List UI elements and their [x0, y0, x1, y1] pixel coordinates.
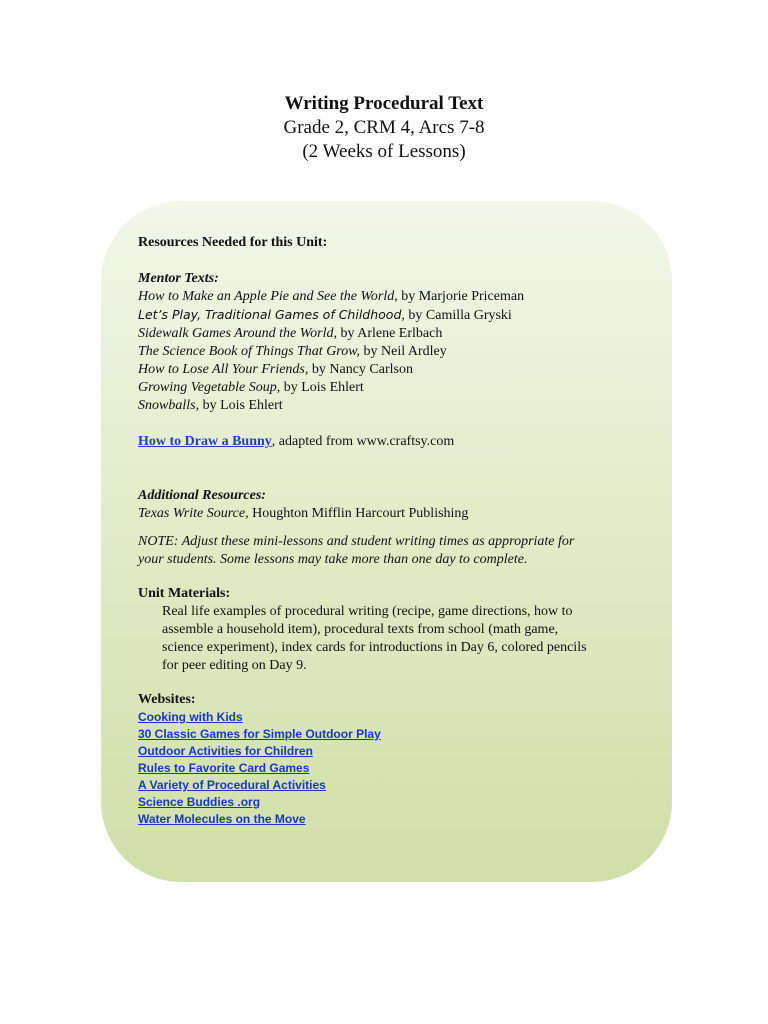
website-link-card-game-rules[interactable]: Rules to Favorite Card Games — [138, 761, 310, 775]
unit-materials-line: science experiment), index cards for introductions in Day 6, colored pencils — [162, 640, 587, 655]
mentor-text-title: Snowballs, — [138, 398, 200, 413]
mentor-text-item — [138, 306, 638, 325]
mentor-text-item — [138, 343, 638, 361]
unit-materials-body — [138, 603, 632, 675]
unit-materials-line: Real life examples of procedural writing (recipe, game directions, how to — [162, 604, 573, 619]
website-link-science-buddies[interactable]: Science Buddies .org — [138, 795, 261, 809]
mentor-text-item — [138, 379, 638, 397]
mentor-text-title: How to Lose All Your Friends, — [138, 362, 309, 377]
website-link-water-molecules[interactable]: Water Molecules on the Move — [138, 812, 306, 826]
mentor-text-author: by Nancy Carlson — [308, 362, 413, 377]
websites-heading: Websites: — [138, 692, 196, 707]
unit-materials-heading: Unit Materials: — [138, 586, 231, 601]
resources-heading: Resources Needed for this Unit: — [138, 235, 328, 250]
mentor-text-author: , by Marjorie Priceman — [394, 289, 525, 304]
website-link-procedural-activities[interactable]: A Variety of Procedural Activities — [138, 778, 326, 792]
bunny-resource — [138, 433, 638, 451]
mentor-text-title: Growing Vegetable Soup, — [138, 380, 281, 395]
additional-resource-title: Texas Write Source — [138, 506, 246, 521]
mentor-text-author: by Lois Ehlert — [280, 380, 364, 395]
mentor-text-author: by Neil Ardley — [360, 344, 447, 359]
additional-resources-heading: Additional Resources: — [138, 488, 266, 503]
websites-list — [138, 709, 638, 828]
document-subtitle: Grade 2, CRM 4, Arcs 7-8 — [283, 117, 485, 138]
mentor-text-item — [138, 325, 638, 343]
unit-materials-line: for peer editing on Day 9. — [162, 658, 307, 673]
mentor-text-author: by Lois Ehlert — [199, 398, 283, 413]
note-line-2: your students. Some lessons may take more than one day to complete. — [138, 552, 528, 567]
mentor-text-author: , by Camilla Gryski — [401, 308, 512, 323]
mentor-text-title: Let’s Play, Traditional Games of Childhood — [138, 307, 402, 322]
mentor-text-item — [138, 397, 638, 415]
resources-content — [138, 234, 638, 828]
mentor-text-title: The Science Book of Things That Grow, — [138, 344, 361, 359]
mentor-texts-heading: Mentor Texts: — [138, 271, 219, 286]
mentor-text-title: How to Make an Apple Pie and See the World — [138, 289, 395, 304]
website-link-classic-outdoor-games[interactable]: 30 Classic Games for Simple Outdoor Play — [138, 727, 381, 741]
website-link-cooking-with-kids[interactable]: Cooking with Kids — [138, 710, 243, 724]
website-link-outdoor-activities[interactable]: Outdoor Activities for Children — [138, 744, 313, 758]
how-to-draw-bunny-link[interactable]: How to Draw a Bunny — [138, 434, 272, 449]
unit-materials-line: assemble a household item), procedural texts from school (math game, — [162, 622, 559, 637]
bunny-source: , adapted from www.craftsy.com — [271, 434, 455, 449]
document-title: Writing Procedural Text — [284, 93, 484, 114]
mentor-text-title: Sidewalk Games Around the World, — [138, 326, 337, 341]
document-header — [0, 92, 768, 164]
additional-resource-publisher: , Houghton Mifflin Harcourt Publishing — [245, 506, 469, 521]
document-duration: (2 Weeks of Lessons) — [302, 141, 466, 162]
mentor-text-item — [138, 288, 638, 306]
note-line-1: NOTE: Adjust these mini-lessons and student writing times as appropriate for — [138, 534, 575, 549]
mentor-text-item — [138, 361, 638, 379]
mentor-text-author: by Arlene Erlbach — [336, 326, 443, 341]
additional-resource-item — [138, 505, 638, 523]
